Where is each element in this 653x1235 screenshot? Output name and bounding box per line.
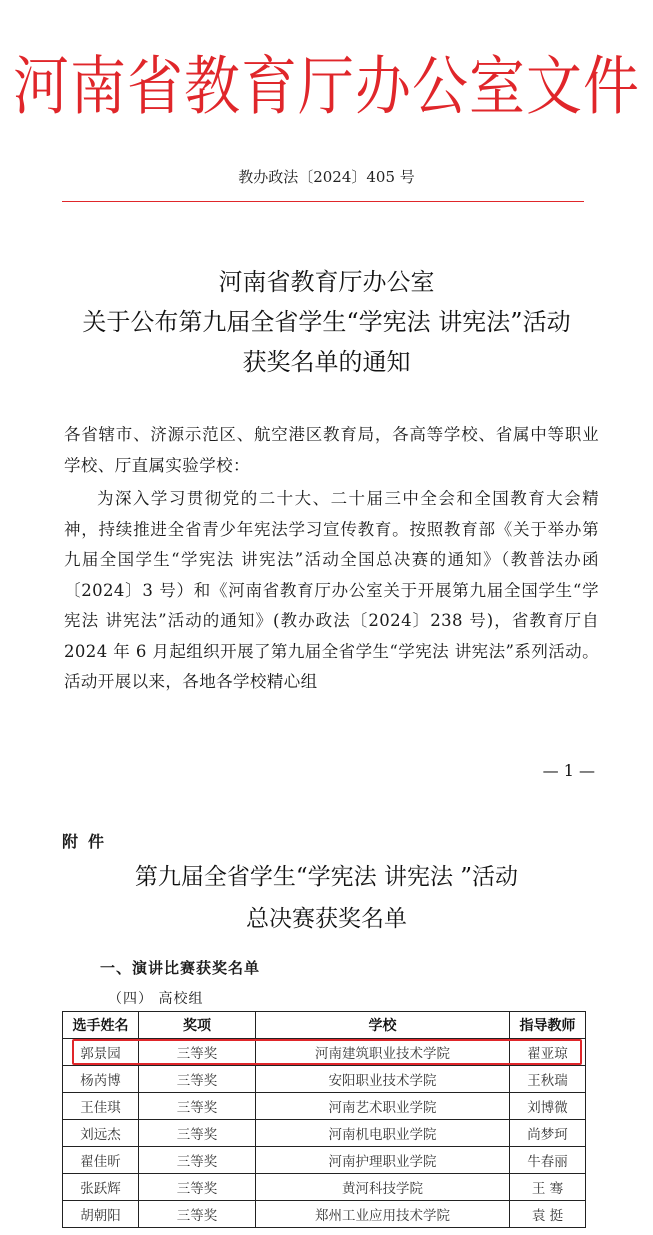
cell-name: 王佳琪 (63, 1093, 139, 1120)
salutation-paragraph: 各省辖市、济源示范区、航空港区教育局，各高等学校、省属中等职业学校、厅直属实验学校： (64, 425, 599, 475)
table-row (63, 1147, 586, 1174)
cell-award: 三等奖 (139, 1039, 256, 1066)
table-header-row (63, 1012, 586, 1039)
cell-name: 翟佳昕 (63, 1147, 139, 1174)
cell-school: 郑州工业应用技术学院 (256, 1201, 510, 1228)
cell-name: 刘远杰 (63, 1120, 139, 1147)
section-heading: 一、演讲比赛获奖名单 (100, 959, 261, 977)
cell-school: 河南机电职业学院 (256, 1120, 510, 1147)
cell-school: 河南护理职业学院 (256, 1147, 510, 1174)
body-paragraph: 为深入学习贯彻党的二十大、二十届三中全会和全国教育大会精神，持续推进全省青少年宪法学习宣传教育。按照教育部《关于举办第九届全国学生“学宪法 讲宪法”活动全国总决赛的通知》（教普法办函〔2024〕3 号）和《河南省教育厅办公室关于开展第九届全国学生“学宪法 讲宪法”活动的通知》(教办政法〔2024〕238 号)，省教育厅自 2024 年 6 月起组织开展了第九届全省学生“学宪法 讲宪法”系列活动。活动开展以来，各地各学校精心组 (64, 489, 599, 691)
cell-teacher: 翟亚琼 (510, 1039, 586, 1066)
table-row (63, 1093, 586, 1120)
cell-name: 张跃辉 (63, 1174, 139, 1201)
table-row (63, 1120, 586, 1147)
attachment-label: 附件 (62, 832, 115, 851)
group-label: （四） 高校组 (108, 991, 204, 1007)
page-number: — 1 — (542, 761, 595, 780)
cell-award: 三等奖 (139, 1093, 256, 1120)
notice-title-line: 获奖名单的通知 (242, 348, 411, 376)
cell-name: 胡朝阳 (63, 1201, 139, 1228)
award-list-title: 第九届全省学生“学宪法 讲宪法 ”活动 (134, 864, 519, 890)
column-header: 奖项 (139, 1012, 256, 1039)
header-divider (62, 201, 584, 202)
award-list-subtitle: 总决赛获奖名单 (246, 906, 407, 932)
cell-teacher: 王秋瑞 (510, 1066, 586, 1093)
cell-award: 三等奖 (139, 1066, 256, 1093)
cell-teacher: 袁 挺 (510, 1201, 586, 1228)
notice-title (0, 262, 653, 382)
issuer-title: 河南省教育厅办公室文件 (13, 49, 640, 125)
cell-name: 杨芮博 (63, 1066, 139, 1093)
highlighted-row-annotation (72, 1039, 582, 1065)
document-number: 教办政法〔2024〕405 号 (238, 168, 415, 186)
column-header: 学校 (256, 1012, 510, 1039)
cell-school: 安阳职业技术学院 (256, 1066, 510, 1093)
cell-teacher: 王 骞 (510, 1174, 586, 1201)
column-header: 指导教师 (510, 1012, 586, 1039)
cell-teacher: 刘博微 (510, 1093, 586, 1120)
cell-teacher: 牛春丽 (510, 1147, 586, 1174)
table-row (63, 1201, 586, 1228)
cell-name: 郭景园 (63, 1039, 139, 1066)
column-header: 选手姓名 (63, 1012, 139, 1039)
cell-award: 三等奖 (139, 1174, 256, 1201)
cell-award: 三等奖 (139, 1147, 256, 1174)
cell-school: 黄河科技学院 (256, 1174, 510, 1201)
cell-teacher: 尚梦珂 (510, 1120, 586, 1147)
table-row (63, 1066, 586, 1093)
notice-title-line: 河南省教育厅办公室 (218, 268, 435, 296)
cell-school: 河南建筑职业技术学院 (256, 1039, 510, 1066)
cell-award: 三等奖 (139, 1120, 256, 1147)
table-row (63, 1174, 586, 1201)
cell-award: 三等奖 (139, 1201, 256, 1228)
notice-title-line: 关于公布第九届全省学生“学宪法 讲宪法”活动 (82, 308, 571, 336)
cell-school: 河南艺术职业学院 (256, 1093, 510, 1120)
